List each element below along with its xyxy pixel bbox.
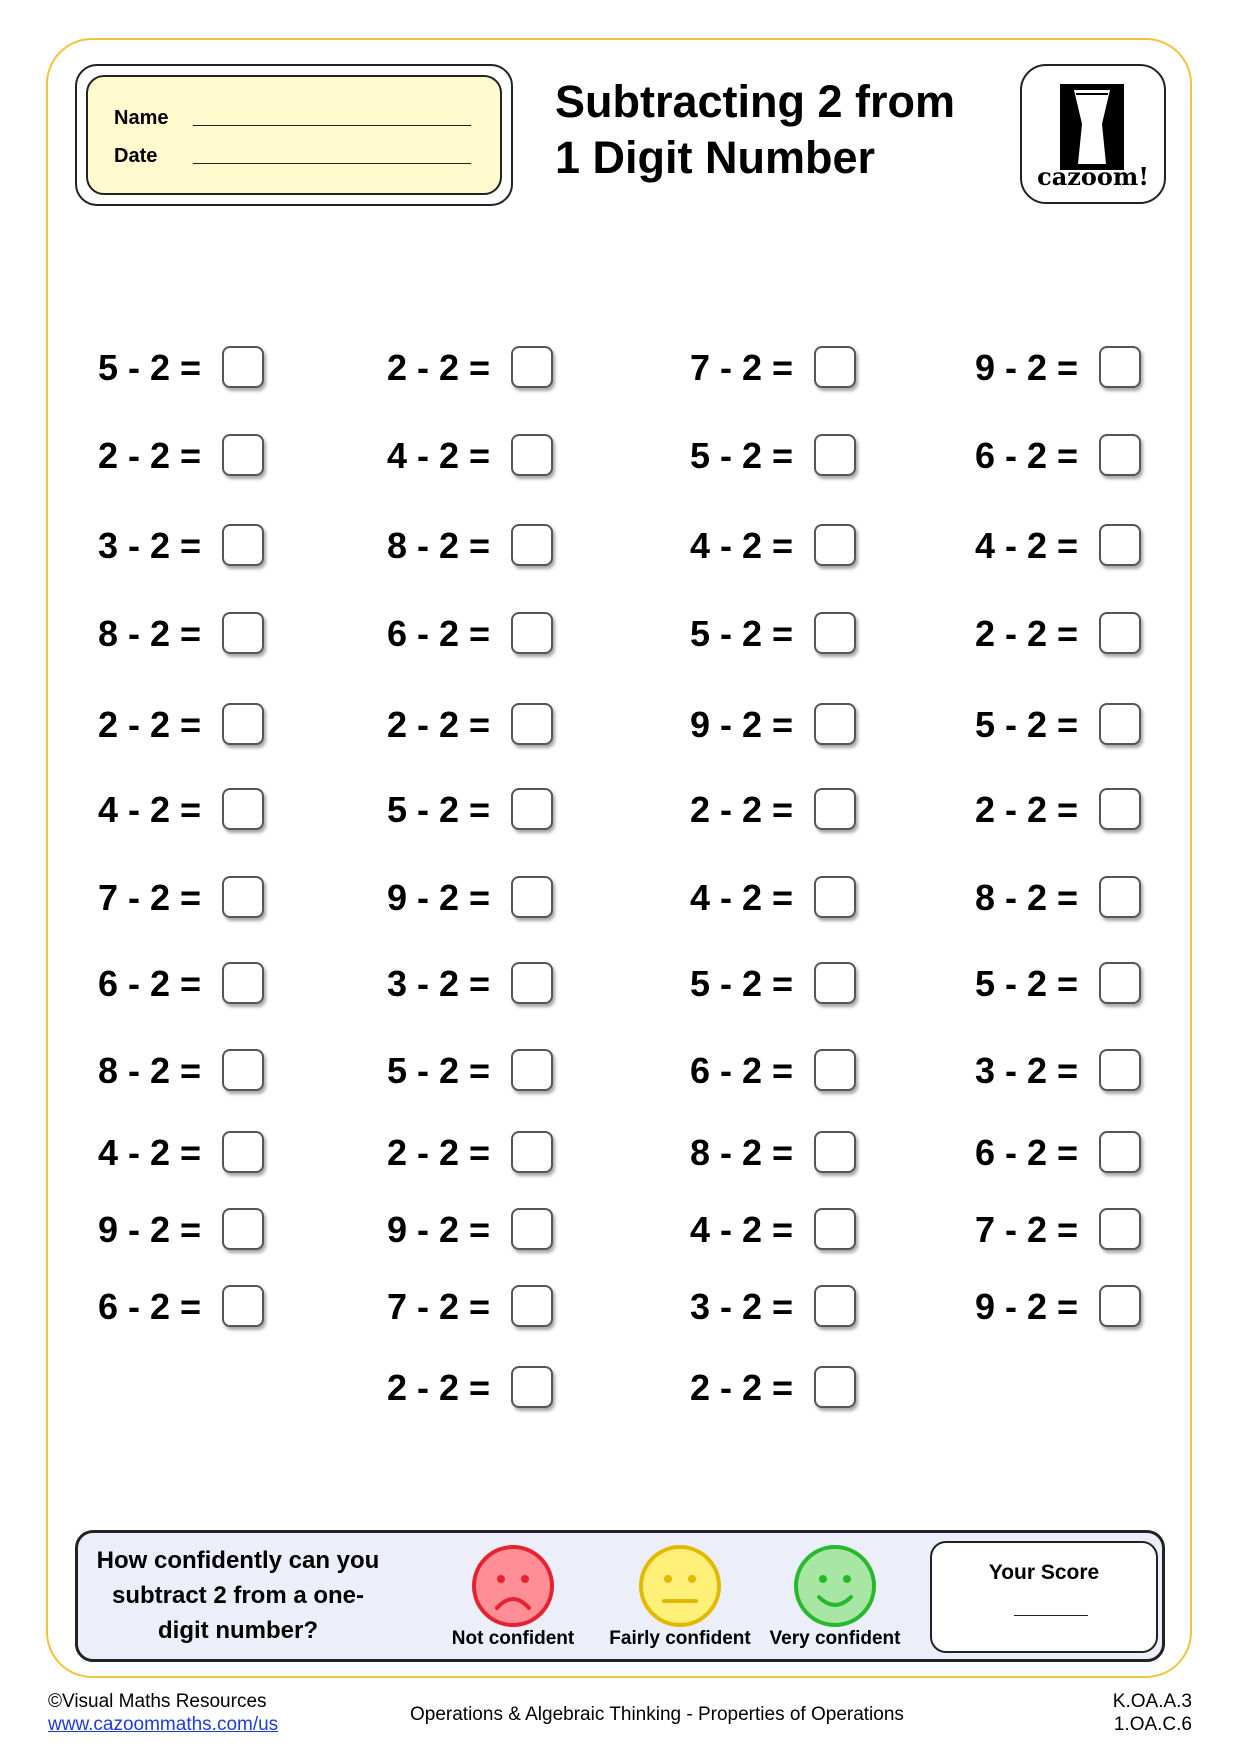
problem-expression: 4 - 2 = [98, 1132, 202, 1173]
answer-box[interactable] [814, 788, 856, 830]
answer-box[interactable] [814, 434, 856, 476]
answer-box[interactable] [222, 1131, 264, 1173]
problem-expression: 2 - 2 = [387, 347, 491, 388]
answer-box[interactable] [222, 1049, 264, 1091]
problem-expression: 6 - 2 = [975, 1132, 1079, 1173]
problem-expression: 4 - 2 = [690, 1209, 794, 1250]
confidence-panel [75, 1530, 1165, 1662]
happy-face-icon[interactable] [792, 1543, 878, 1629]
answer-box[interactable] [1099, 788, 1141, 830]
problem-expression: 8 - 2 = [98, 1050, 202, 1091]
problem-expression: 2 - 2 = [690, 789, 794, 830]
problem-expression: 5 - 2 = [975, 704, 1079, 745]
page-frame [46, 38, 1192, 1678]
answer-box[interactable] [511, 1366, 553, 1408]
topic-text: Operations & Algebraic Thinking - Properties of Operations [410, 1704, 904, 1725]
answer-box[interactable] [1099, 1049, 1141, 1091]
problem-expression: 9 - 2 = [975, 347, 1079, 388]
copyright-text: ©Visual Maths Resources [48, 1691, 267, 1712]
answer-box[interactable] [511, 703, 553, 745]
problem-expression: 4 - 2 = [387, 435, 491, 476]
problem-expression: 9 - 2 = [387, 1209, 491, 1250]
answer-box[interactable] [511, 962, 553, 1004]
problem-expression: 6 - 2 = [690, 1050, 794, 1091]
fairly-confident-label: Fairly confident [609, 1628, 751, 1649]
answer-box[interactable] [511, 612, 553, 654]
standard-code-1: K.OA.A.3 [1112, 1691, 1192, 1712]
problem-expression: 7 - 2 = [975, 1209, 1079, 1250]
drum-icon [1060, 84, 1124, 170]
answer-box[interactable] [1099, 524, 1141, 566]
problem-expression: 5 - 2 = [387, 789, 491, 830]
date-label: Date [114, 145, 158, 167]
answer-box[interactable] [222, 524, 264, 566]
answer-box[interactable] [511, 876, 553, 918]
answer-box[interactable] [1099, 962, 1141, 1004]
answer-box[interactable] [814, 1366, 856, 1408]
answer-box[interactable] [814, 1285, 856, 1327]
name-field[interactable] [193, 125, 471, 126]
problem-expression: 4 - 2 = [975, 525, 1079, 566]
answer-box[interactable] [814, 876, 856, 918]
problem-expression: 5 - 2 = [690, 963, 794, 1004]
answer-box[interactable] [814, 1131, 856, 1173]
website-link[interactable]: www.cazoommaths.com/us [48, 1714, 279, 1735]
answer-box[interactable] [814, 1049, 856, 1091]
problem-expression: 3 - 2 = [975, 1050, 1079, 1091]
problem-expression: 2 - 2 = [975, 789, 1079, 830]
answer-box[interactable] [511, 1049, 553, 1091]
answer-box[interactable] [1099, 1208, 1141, 1250]
problem-expression: 7 - 2 = [98, 877, 202, 918]
sad-face-icon[interactable] [470, 1543, 556, 1629]
problem-expression: 8 - 2 = [975, 877, 1079, 918]
problem-expression: 5 - 2 = [387, 1050, 491, 1091]
score-label: Your Score [988, 1561, 1100, 1584]
score-box [930, 1541, 1158, 1653]
answer-box[interactable] [511, 346, 553, 388]
problem-expression: 3 - 2 = [387, 963, 491, 1004]
problem-expression: 2 - 2 = [98, 435, 202, 476]
answer-box[interactable] [222, 1285, 264, 1327]
problem-expression: 2 - 2 = [387, 1132, 491, 1173]
confidence-question: How confidently can you subtract 2 from a one-digit number? [96, 1547, 380, 1644]
problem-expression: 8 - 2 = [690, 1132, 794, 1173]
answer-box[interactable] [1099, 876, 1141, 918]
problem-expression: 6 - 2 = [98, 1286, 202, 1327]
problem-expression: 9 - 2 = [690, 704, 794, 745]
answer-box[interactable] [1099, 703, 1141, 745]
problem-expression: 9 - 2 = [387, 877, 491, 918]
answer-box[interactable] [511, 434, 553, 476]
answer-box[interactable] [814, 524, 856, 566]
problem-expression: 2 - 2 = [98, 704, 202, 745]
problem-expression: 2 - 2 = [387, 704, 491, 745]
answer-box[interactable] [1099, 1285, 1141, 1327]
answer-box[interactable] [511, 1208, 553, 1250]
problem-expression: 4 - 2 = [98, 789, 202, 830]
not-confident-label: Not confident [451, 1628, 575, 1649]
answer-box[interactable] [222, 434, 264, 476]
footer-left [48, 1690, 278, 1736]
date-field[interactable] [193, 163, 471, 164]
problem-expression: 9 - 2 = [975, 1286, 1079, 1327]
problem-expression: 5 - 2 = [690, 435, 794, 476]
answer-box[interactable] [814, 612, 856, 654]
problem-expression: 9 - 2 = [98, 1209, 202, 1250]
problem-expression: 4 - 2 = [690, 877, 794, 918]
answer-box[interactable] [1099, 434, 1141, 476]
very-confident-label: Very confident [769, 1628, 901, 1649]
neutral-face-icon[interactable] [637, 1543, 723, 1629]
problem-expression: 6 - 2 = [387, 613, 491, 654]
answer-box[interactable] [511, 524, 553, 566]
problem-expression: 6 - 2 = [975, 435, 1079, 476]
problem-expression: 2 - 2 = [690, 1367, 794, 1408]
problem-expression: 3 - 2 = [98, 525, 202, 566]
answer-box[interactable] [814, 346, 856, 388]
footer-right [1113, 1690, 1192, 1736]
problem-expression: 5 - 2 = [98, 347, 202, 388]
problem-expression: 7 - 2 = [387, 1286, 491, 1327]
problem-expression: 5 - 2 = [975, 963, 1079, 1004]
answer-box[interactable] [511, 788, 553, 830]
standard-code-2: 1.OA.C.6 [1113, 1714, 1192, 1735]
page-title: Subtracting 2 from 1 Digit Number [555, 76, 956, 183]
name-date-box [75, 64, 513, 206]
answer-box[interactable] [1099, 346, 1141, 388]
answer-box[interactable] [1099, 612, 1141, 654]
problem-expression: 2 - 2 = [975, 613, 1079, 654]
problem-expression: 7 - 2 = [690, 347, 794, 388]
answer-box[interactable] [511, 1131, 553, 1173]
score-field[interactable] [1014, 1615, 1088, 1616]
problem-expression: 5 - 2 = [690, 613, 794, 654]
answer-box[interactable] [222, 788, 264, 830]
problem-expression: 6 - 2 = [98, 963, 202, 1004]
answer-box[interactable] [222, 612, 264, 654]
answer-box[interactable] [222, 703, 264, 745]
problem-expression: 3 - 2 = [690, 1286, 794, 1327]
answer-box[interactable] [222, 346, 264, 388]
answer-box[interactable] [1099, 1131, 1141, 1173]
answer-box[interactable] [222, 876, 264, 918]
problem-expression: 2 - 2 = [387, 1367, 491, 1408]
name-label: Name [114, 107, 169, 129]
logo-graphic [1060, 84, 1124, 170]
answer-box[interactable] [222, 962, 264, 1004]
answer-box[interactable] [222, 1208, 264, 1250]
cazoom-logo [1020, 64, 1166, 204]
answer-box[interactable] [814, 703, 856, 745]
problem-expression: 8 - 2 = [98, 613, 202, 654]
answer-box[interactable] [814, 962, 856, 1004]
problem-expression: 8 - 2 = [387, 525, 491, 566]
logo-text: cazoom! [1037, 162, 1149, 191]
problem-expression: 4 - 2 = [690, 525, 794, 566]
answer-box[interactable] [814, 1208, 856, 1250]
answer-box[interactable] [511, 1285, 553, 1327]
